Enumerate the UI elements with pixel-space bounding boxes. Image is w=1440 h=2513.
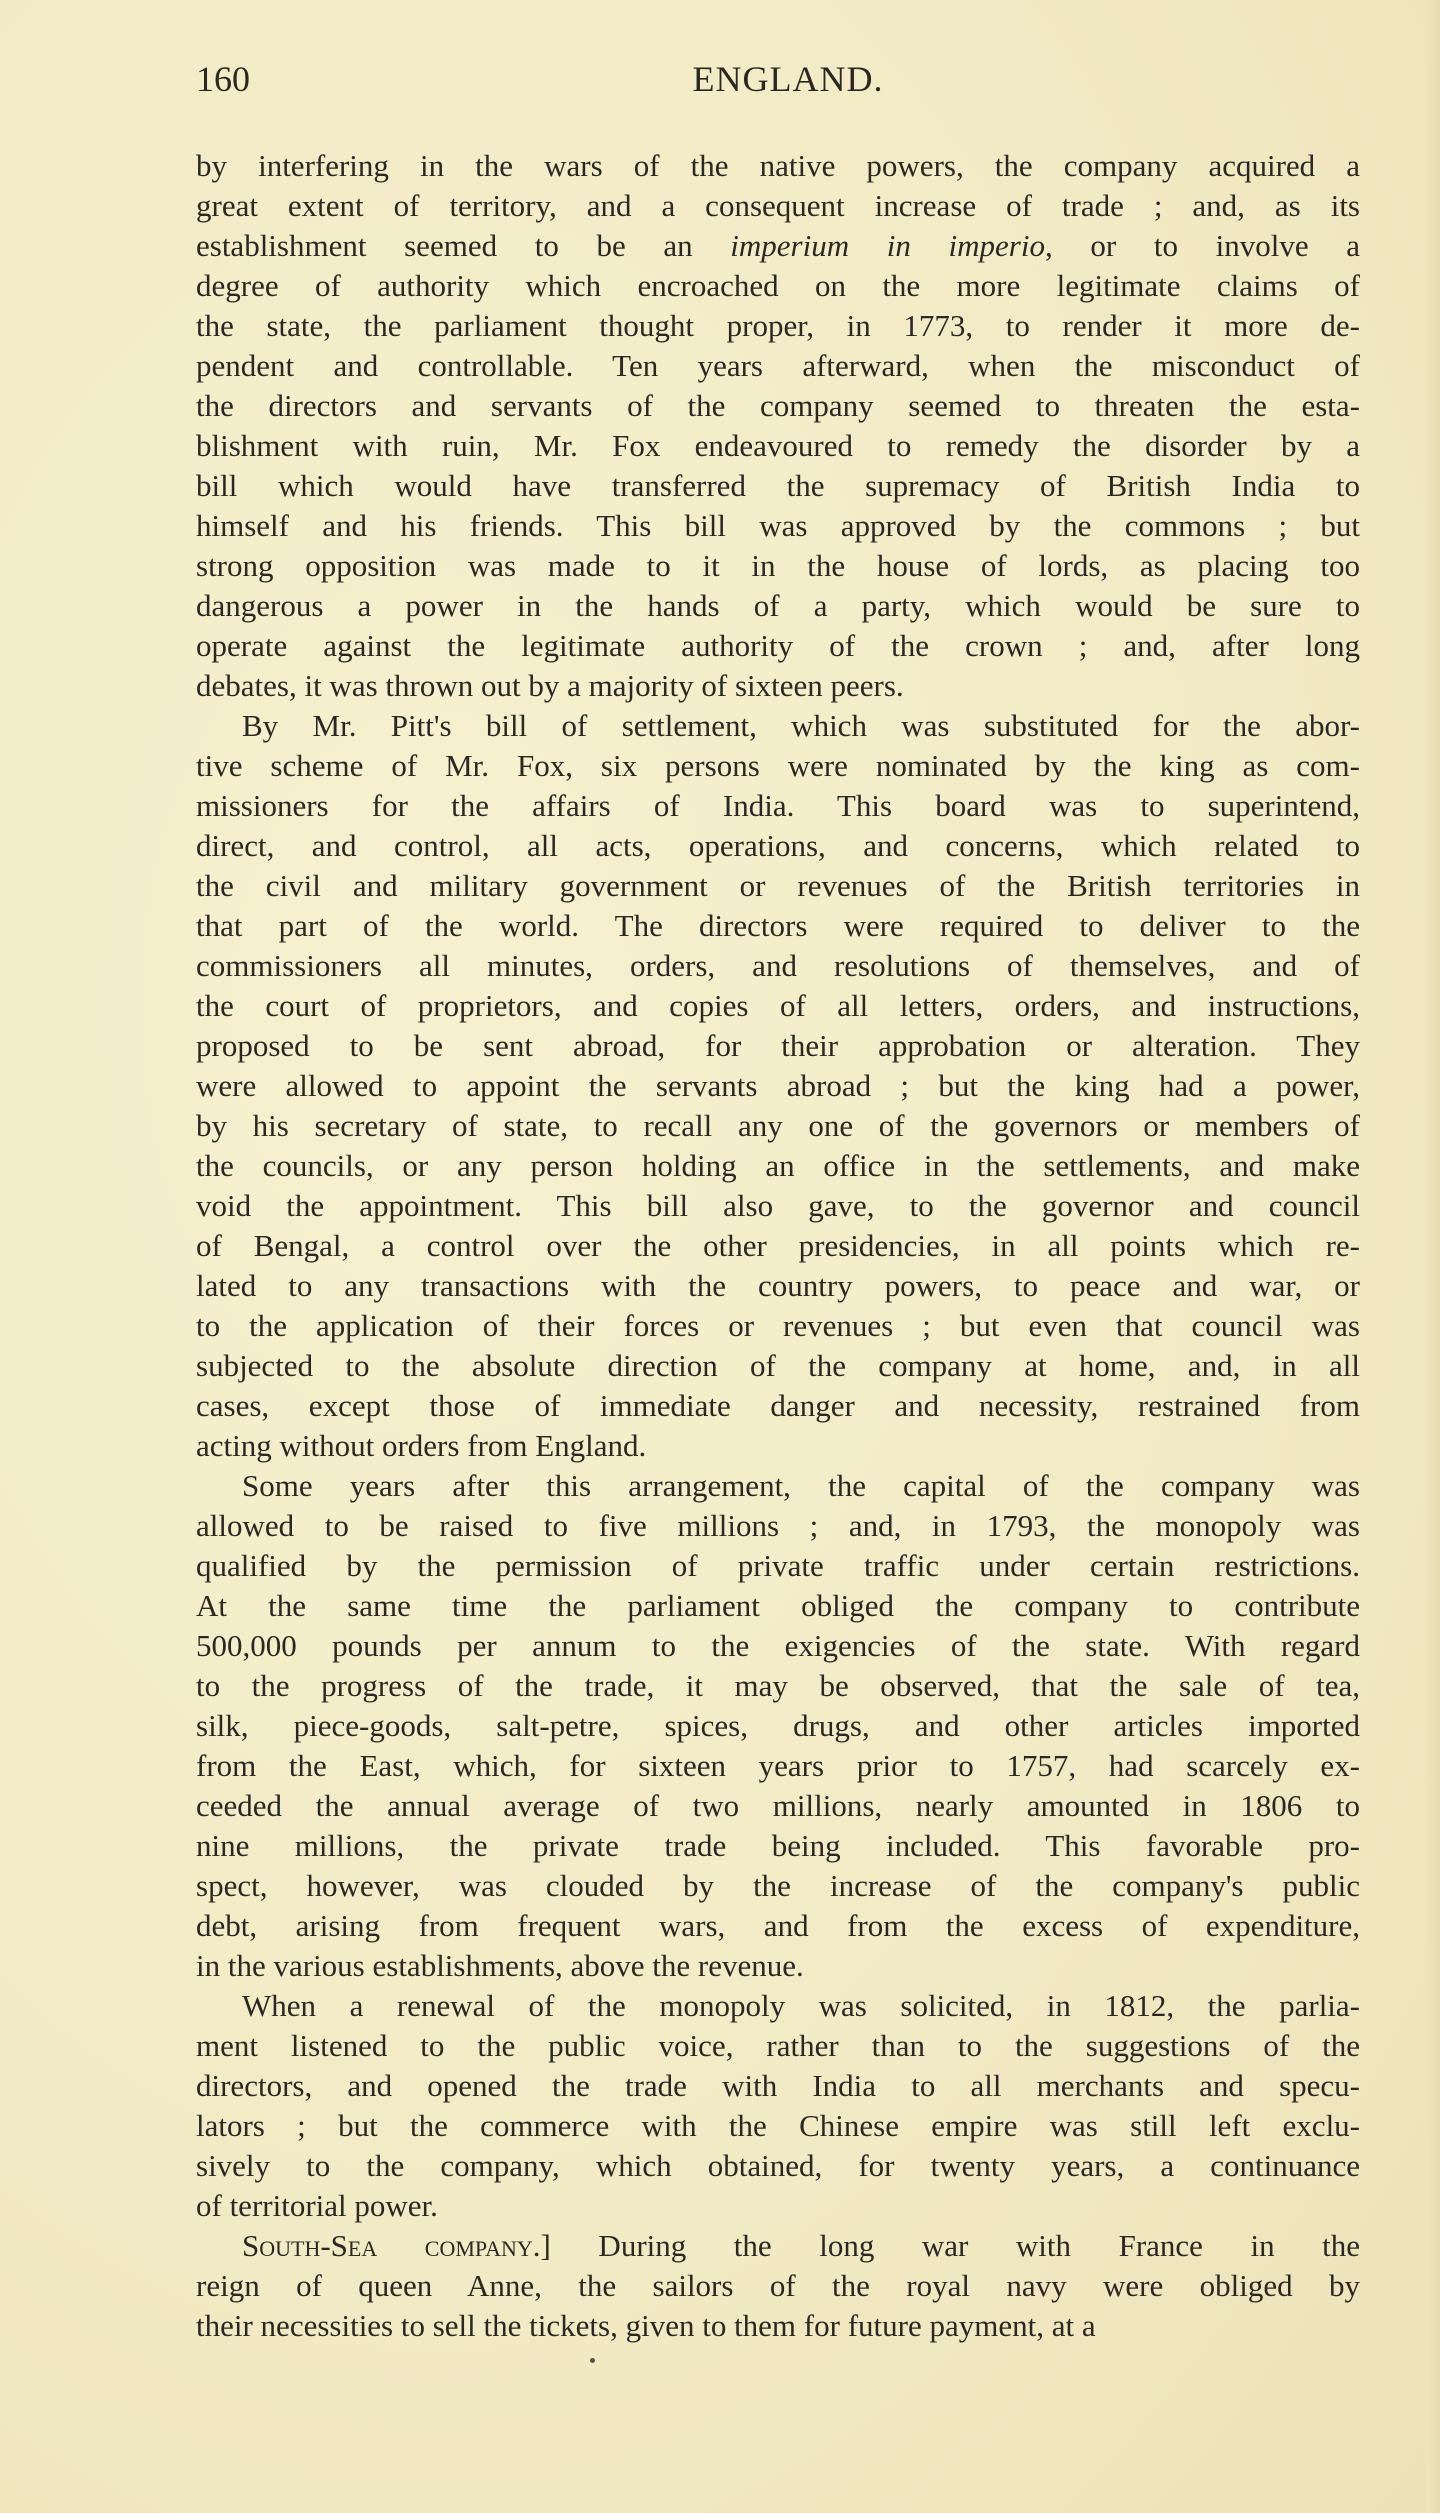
text-line: debt, arising from frequent wars, and from the excess of expenditure, [196, 1908, 1360, 1943]
page-edge [1426, 0, 1440, 2513]
text-line: by interfering in the wars of the native powers, the company acquired a [196, 148, 1360, 183]
text-line: lators ; but the commerce with the Chinese empire was still left exclu- [196, 2108, 1360, 2143]
text-line: cases, except those of immediate danger and necessity, restrained from [196, 1388, 1360, 1423]
text-line: directors, and opened the trade with India to all merchants and specu- [196, 2068, 1360, 2103]
text-line: by his secretary of state, to recall any one of the governors or members of [196, 1108, 1360, 1143]
text-line: the state, the parliament thought proper, in 1773, to render it more de- [196, 308, 1360, 343]
text-line: commissioners all minutes, orders, and resolutions of themselves, and of [196, 948, 1360, 983]
text-line: direct, and control, all acts, operations, and concerns, which related to [196, 828, 1360, 863]
text-line: that part of the world. The directors were required to deliver to the [196, 908, 1360, 943]
text-line: At the same time the parliament obliged the company to contribute [196, 1588, 1360, 1623]
text-line: subjected to the absolute direction of the company at home, and, in all [196, 1348, 1360, 1383]
text-line: from the East, which, for sixteen years prior to 1757, had scarcely ex- [196, 1748, 1360, 1783]
text-line: 500,000 pounds per annum to the exigencies of the state. With regard [196, 1628, 1360, 1663]
running-title: ENGLAND. [692, 59, 884, 99]
text-line: tive scheme of Mr. Fox, six persons were nominated by the king as com- [196, 748, 1360, 783]
text-line: missioners for the affairs of India. This board was to superintend, [196, 788, 1360, 823]
text-line [196, 226, 1360, 266]
text-line: the civil and military government or revenues of the British territories in [196, 868, 1360, 903]
text-line: the court of proprietors, and copies of all letters, orders, and instructions, [196, 988, 1360, 1023]
text-line: reign of queen Anne, the sailors of the royal navy were obliged by [196, 2268, 1360, 2303]
text-line: allowed to be raised to five millions ; and, in 1793, the monopoly was [196, 1508, 1360, 1543]
ink-speck [590, 2358, 595, 2363]
text-line: the directors and servants of the company seemed to threaten the esta- [196, 388, 1360, 423]
text-line: pendent and controllable. Ten years afterward, when the misconduct of [196, 348, 1360, 383]
text-line: in the various establishments, above the revenue. [196, 1948, 804, 1983]
text-line: the councils, or any person holding an office in the settlements, and make [196, 1148, 1360, 1183]
text-line [196, 2226, 1360, 2266]
text-segment: establishment seemed to be an [196, 228, 731, 263]
text-line: When a renewal of the monopoly was solicited, in 1812, the parlia- [242, 1988, 1360, 2023]
text-line: operate against the legitimate authority of the crown ; and, after long [196, 628, 1360, 663]
text-line: himself and his friends. This bill was approved by the commons ; but [196, 508, 1360, 543]
text-line: dangerous a power in the hands of a party, which would be sure to [196, 588, 1360, 623]
text-line: proposed to be sent abroad, for their approbation or alteration. They [196, 1028, 1360, 1063]
text-line: of Bengal, a control over the other presidencies, in all points which re- [196, 1228, 1360, 1263]
page-body-text [196, 146, 1360, 2346]
text-line: debates, it was thrown out by a majority of sixteen peers. [196, 668, 904, 703]
text-line: Some years after this arrangement, the capital of the company was [242, 1468, 1360, 1503]
section-heading-smallcaps: South-Sea company.] [242, 2228, 551, 2263]
text-line: lated to any transactions with the country powers, to peace and war, or [196, 1268, 1360, 1303]
text-line: spect, however, was clouded by the increase of the company's public [196, 1868, 1360, 1903]
text-line: void the appointment. This bill also gave, to the governor and council [196, 1188, 1360, 1223]
text-line: were allowed to appoint the servants abroad ; but the king had a power, [196, 1068, 1360, 1103]
text-line: By Mr. Pitt's bill of settlement, which was substituted for the abor- [242, 708, 1360, 743]
text-line: of territorial power. [196, 2188, 438, 2223]
text-line: blishment with ruin, Mr. Fox endeavoured to remedy the disorder by a [196, 428, 1360, 463]
text-line: sively to the company, which obtained, for twenty years, a continuance [196, 2148, 1360, 2183]
text-line: strong opposition was made to it in the house of lords, as placing too [196, 548, 1360, 583]
italic-phrase: imperium in imperio [730, 228, 1045, 263]
text-line: degree of authority which encroached on the more legitimate claims of [196, 268, 1360, 303]
page-header [196, 58, 1360, 108]
text-segment: , or to involve a [1044, 228, 1360, 263]
text-line: qualified by the permission of private traffic under certain restrictions. [196, 1548, 1360, 1583]
text-line: nine millions, the private trade being included. This favorable pro- [196, 1828, 1360, 1863]
text-segment: During the long war with France in the [550, 2228, 1361, 2263]
text-line: bill which would have transferred the supremacy of British India to [196, 468, 1360, 503]
text-line: silk, piece-goods, salt-petre, spices, drugs, and other articles imported [196, 1708, 1360, 1743]
text-line: acting without orders from England. [196, 1428, 647, 1463]
page-number: 160 [196, 59, 250, 99]
text-line: ceeded the annual average of two millions, nearly amounted in 1806 to [196, 1788, 1360, 1823]
text-line: to the application of their forces or revenues ; but even that council was [196, 1308, 1360, 1343]
text-line: great extent of territory, and a consequent increase of trade ; and, as its [196, 188, 1360, 223]
text-line: their necessities to sell the tickets, given to them for future payment, at a [196, 2308, 1096, 2343]
text-line: ment listened to the public voice, rather than to the suggestions of the [196, 2028, 1360, 2063]
text-line: to the progress of the trade, it may be observed, that the sale of tea, [196, 1668, 1360, 1703]
